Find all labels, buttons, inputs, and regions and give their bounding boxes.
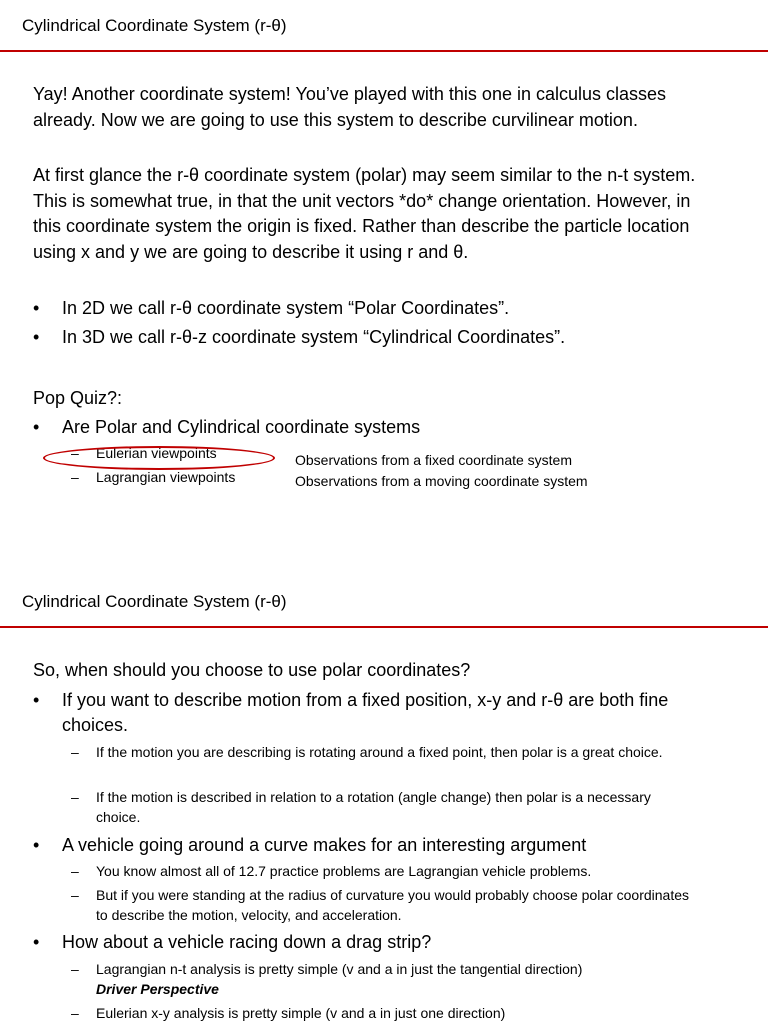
title-rule	[0, 50, 768, 52]
sub-bullet-item	[71, 787, 691, 827]
sub-bullet-text: You know almost all of 12.7 practice problems are Lagrangian vehicle problems.	[96, 863, 592, 879]
answer-circle-annotation	[43, 446, 275, 470]
bullet-marker: •	[33, 327, 40, 347]
slide-title: Cylindrical Coordinate System (r-θ)	[22, 592, 287, 611]
bullet-text: How about a vehicle racing down a drag strip?	[62, 932, 432, 952]
dash-marker: –	[71, 744, 79, 760]
bullet-marker: •	[33, 690, 40, 710]
bullet-marker: •	[33, 932, 40, 952]
sub-bullet-item	[71, 861, 691, 881]
bullet-item	[33, 833, 693, 858]
quiz-heading: Pop Quiz?:	[33, 388, 123, 408]
dash-marker: –	[71, 789, 79, 805]
slide-2	[0, 575, 768, 1024]
sub-bullet-text: If the motion you are describing is rotating around a fixed point, then polar is a great choice.	[96, 744, 663, 760]
bullet-text: A vehicle going around a curve makes for an interesting argument	[62, 835, 587, 855]
sub-bullet-item	[71, 885, 691, 925]
dash-marker: –	[71, 887, 79, 903]
dash-marker: –	[71, 1005, 79, 1021]
bullet-text: If you want to describe motion from a fixed position, x-y and r-θ are both fine choices.	[62, 690, 669, 735]
intro-paragraph: Yay! Another coordinate system! You’ve played with this one in calculus classes already. Now we are going to use this system to describe curvilinear motion.	[33, 84, 667, 130]
dash-marker: –	[71, 445, 79, 461]
quiz-option-lagrangian: Lagrangian viewpoints	[96, 469, 236, 485]
bullet-item	[33, 930, 693, 955]
slide-title: Cylindrical Coordinate System (r-θ)	[22, 16, 287, 35]
sub-bullet-text: If the motion is described in relation to a rotation (angle change) then polar is a necessary choice.	[96, 789, 651, 825]
bullet-item	[33, 688, 693, 738]
sub-bullet-item	[71, 742, 691, 762]
sub-bullet-item	[71, 1003, 691, 1023]
dash-marker: –	[71, 863, 79, 879]
title-rule	[0, 626, 768, 628]
bullet-marker: •	[33, 835, 40, 855]
driver-perspective-label: Driver Perspective	[96, 981, 219, 997]
bullet-marker: •	[33, 417, 40, 437]
quiz-note-lagrangian: Observations from a moving coordinate system	[295, 473, 588, 489]
sub-bullet-text: Eulerian x-y analysis is pretty simple (v and a in just one direction)	[96, 1005, 506, 1021]
sub-bullet-text: Lagrangian n-t analysis is pretty simple (v and a in just the tangential direction)	[96, 961, 583, 977]
dash-marker: –	[71, 961, 79, 977]
bullet-marker: •	[33, 298, 40, 318]
dash-marker: –	[71, 469, 79, 485]
intro-question: So, when should you choose to use polar coordinates?	[33, 660, 471, 680]
quiz-question: Are Polar and Cylindrical coordinate systems	[62, 417, 421, 437]
quiz-note-eulerian: Observations from a fixed coordinate system	[295, 452, 573, 468]
explanation-paragraph: At first glance the r-θ coordinate system (polar) may seem similar to the n-t system. This is somewhat true, in that the unit vectors *do* change orientation. However, in this coordinate system the origin is fixed. Rather than describe the particle location using x and y we are going to describe it using r and θ.	[33, 165, 696, 263]
sub-bullet-text: But if you were standing at the radius of curvature you would probably choose polar coordinates to describe the motion, velocity, and acceleration.	[96, 887, 690, 923]
bullet-text: In 2D we call r-θ coordinate system “Polar Coordinates”.	[62, 298, 510, 318]
quiz-option-eulerian: Eulerian viewpoints	[96, 445, 217, 461]
sub-bullet-item	[71, 959, 691, 999]
bullet-text: In 3D we call r-θ-z coordinate system “Cylindrical Coordinates”.	[62, 327, 566, 347]
